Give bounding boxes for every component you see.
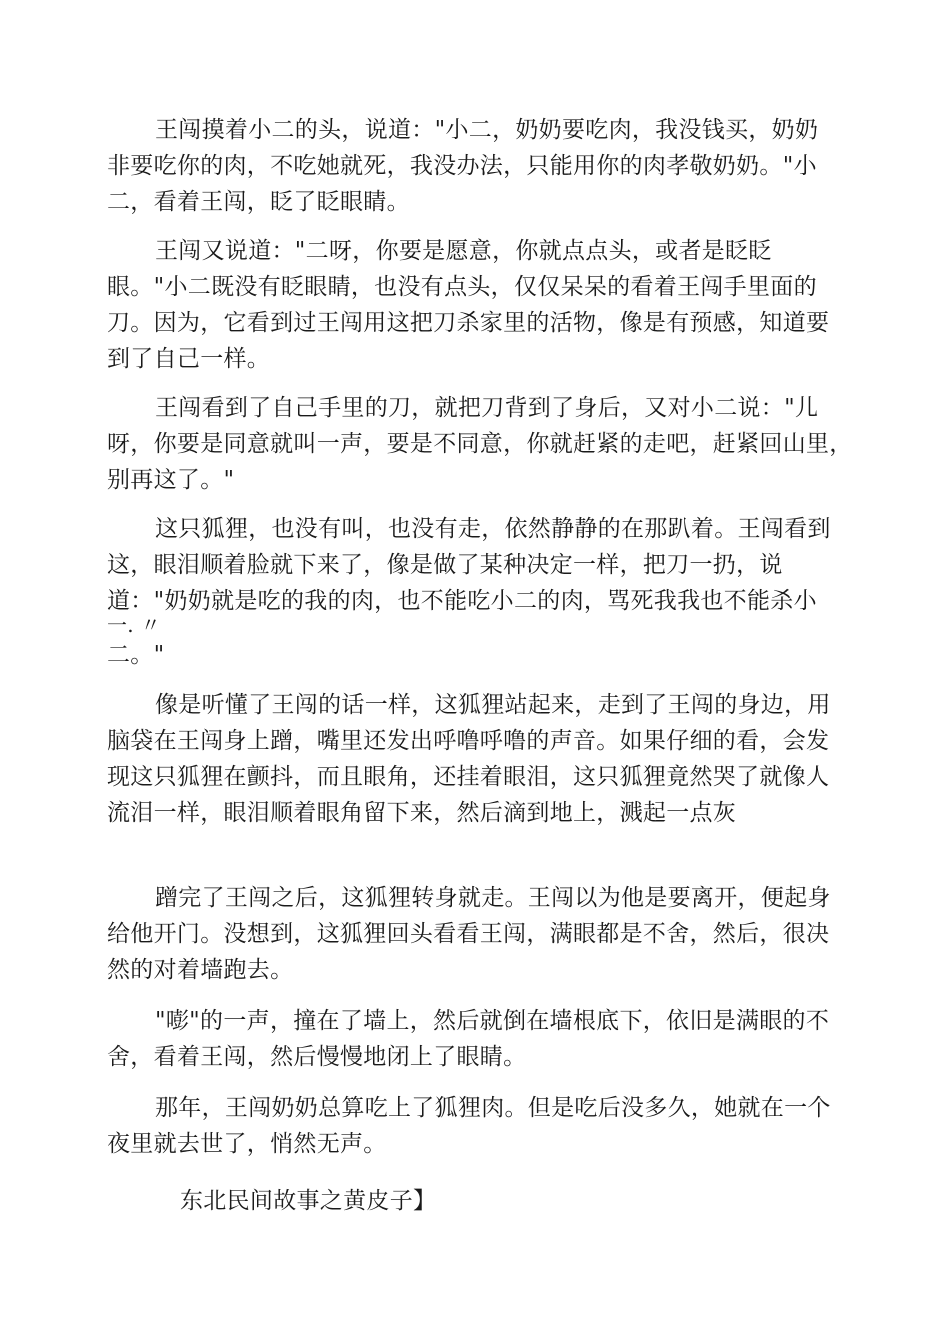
section-title: 东北民间故事之黄皮子】 xyxy=(180,1188,437,1214)
paragraph-4-line-4: 一. 〃 xyxy=(107,613,161,637)
paragraph-4-line-2: 这，眼泪顺着脸就下来了，像是做了某种决定一样，把刀一扔，说 xyxy=(107,552,783,578)
paragraph-5-line-1: 像是听懂了王闯的话一样，这狐狸站起来，走到了王闯的身边，用 xyxy=(155,692,831,718)
paragraph-1-line-2: 非要吃你的肉，不吃她就死，我没办法，只能用你的肉孝敬奶奶。"小 xyxy=(107,153,817,179)
paragraph-3-line-2: 呀，你要是同意就叫一声，要是不同意，你就赶紧的走吧，赶紧回山里， xyxy=(107,431,853,457)
paragraph-8-line-2: 夜里就去世了，悄然无声。 xyxy=(107,1131,387,1157)
paragraph-1-line-3: 二，看着王闯，眨了眨眼睛。 xyxy=(107,189,410,215)
paragraph-3-line-1: 王闯看到了自己手里的刀，就把刀背到了身后，又对小二说："儿 xyxy=(155,395,819,421)
paragraph-1-line-1: 王闯摸着小二的头，说道："小二，奶奶要吃肉，我没钱买，奶奶 xyxy=(155,117,819,143)
paragraph-5-line-2: 脑袋在王闯身上蹭，嘴里还发出呼噜呼噜的声音。如果仔细的看，会发 xyxy=(107,728,830,754)
paragraph-5-line-4: 流泪一样，眼泪顺着眼角留下来，然后滴到地上，溅起一点灰 xyxy=(107,800,737,826)
paragraph-5-line-3: 现这只狐狸在颤抖，而且眼角，还挂着眼泪，这只狐狸竟然哭了就像人 xyxy=(107,764,830,790)
paragraph-4-line-5: 二。" xyxy=(107,642,165,668)
paragraph-2-line-4: 到了自己一样。 xyxy=(107,346,271,372)
paragraph-7-line-2: 舍，看着王闯，然后慢慢地闭上了眼睛。 xyxy=(107,1044,527,1070)
paragraph-6-line-1: 蹭完了王闯之后，这狐狸转身就走。王闯以为他是要离开，便起身 xyxy=(155,885,831,911)
paragraph-2-line-3: 刀。因为，它看到过王闯用这把刀杀家里的活物，像是有预感，知道要 xyxy=(107,310,830,336)
paragraph-2-line-2: 眼。"小二既没有眨眼睛，也没有点头，仅仅呆呆的看着王闯手里面的 xyxy=(107,274,817,300)
paragraph-6-line-3: 然的对着墙跑去。 xyxy=(107,957,294,983)
paragraph-8-line-1: 那年，王闯奶奶总算吃上了狐狸肉。但是吃后没多久，她就在一个 xyxy=(155,1095,831,1121)
paragraph-2-line-1: 王闯又说道："二呀，你要是愿意，你就点点头，或者是眨眨 xyxy=(155,238,772,264)
paragraph-7-line-1: "嘭"的一声，撞在了墙上，然后就倒在墙根底下，依旧是满眼的不 xyxy=(155,1008,830,1034)
paragraph-3-line-3: 别再这了。" xyxy=(107,467,235,493)
paragraph-4-line-3: 道："奶奶就是吃的我的肉，也不能吃小二的肉，骂死我我也不能杀小 xyxy=(107,588,817,614)
paragraph-4-line-1: 这只狐狸，也没有叫，也没有走，依然静静的在那趴着。王闯看到 xyxy=(155,516,831,542)
paragraph-6-line-2: 给他开门。没想到，这狐狸回头看看王闯，满眼都是不舍，然后，很决 xyxy=(107,921,830,947)
